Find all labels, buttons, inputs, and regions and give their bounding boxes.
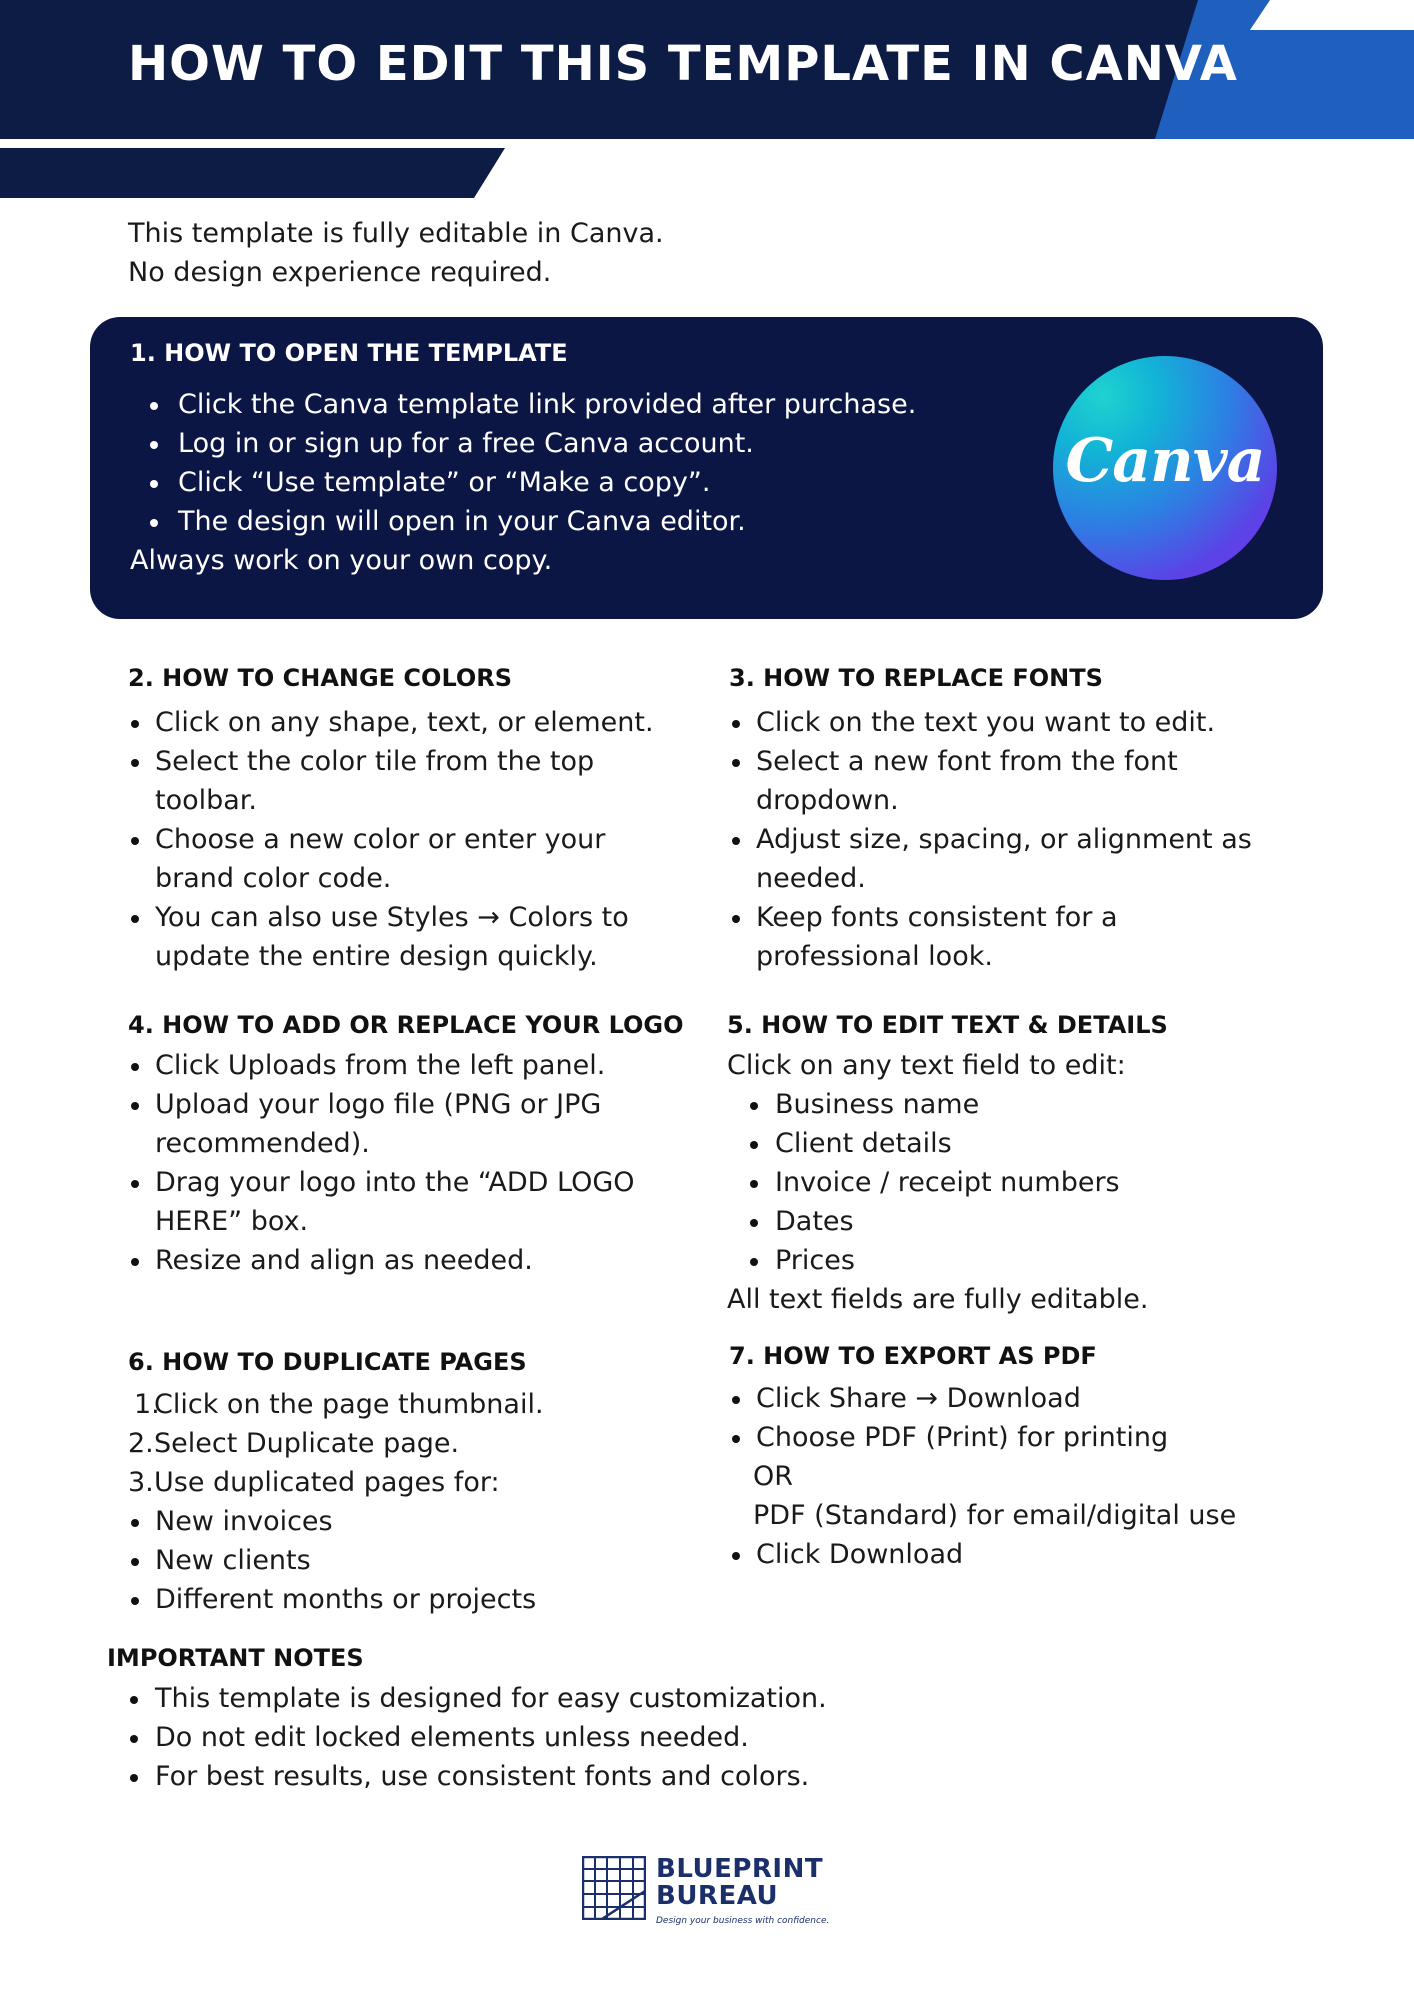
decorative-stripe <box>0 148 505 198</box>
export-standard: PDF (Standard) for email/digital use <box>753 1500 1237 1531</box>
list-item: 3. Use duplicated pages for: <box>128 1467 500 1498</box>
header-bar <box>0 0 1414 139</box>
list-item: New invoices <box>128 1502 544 1541</box>
section-title-fonts: 3. HOW TO REPLACE FONTS <box>729 664 1103 692</box>
duplicate-steps <box>128 1385 544 1502</box>
list-item: Choose a new color or enter your brand color code. <box>128 820 654 898</box>
section-edit-text <box>727 1008 1168 1319</box>
logo-list <box>128 1046 684 1280</box>
brand-logo <box>580 1856 840 1936</box>
list-item: Dates <box>727 1202 1168 1241</box>
blueprint-grid-icon <box>582 1856 646 1920</box>
duplicate-uses-list <box>128 1502 544 1619</box>
list-item: This template is designed for easy customization. <box>107 1679 827 1718</box>
section-title-colors: 2. HOW TO CHANGE COLORS <box>128 664 513 692</box>
list-item: 1. Click on the page thumbnail. <box>134 1389 544 1420</box>
list-item: Click on any shape, text, or element. <box>128 703 654 742</box>
section-duplicate-pages <box>128 1345 544 1619</box>
canva-logo <box>1053 356 1277 580</box>
list-item: The design will open in your Canva editor. <box>130 502 916 541</box>
notes-list <box>107 1679 827 1796</box>
list-item: Invoice / receipt numbers <box>727 1163 1168 1202</box>
list-item: Different months or projects <box>128 1580 544 1619</box>
list-item: Click Share → Download <box>729 1379 1236 1418</box>
export-or: OR <box>753 1461 794 1492</box>
intro-text <box>128 214 664 292</box>
list-item: Client details <box>727 1124 1168 1163</box>
brand-name: BLUEPRINT BUREAU <box>656 1854 824 1911</box>
brand-tagline: Design your business with confidence. <box>656 1916 830 1926</box>
page-title: HOW TO EDIT THIS TEMPLATE IN CANVA <box>128 36 1238 92</box>
open-template-panel <box>90 317 1323 619</box>
list-item: You can also use Styles → Colors to update the entire design quickly. <box>128 898 654 976</box>
list-item: Business name <box>727 1085 1168 1124</box>
section-add-logo <box>128 1008 684 1280</box>
list-item: Log in or sign up for a free Canva account. <box>130 424 916 463</box>
list-item: Do not edit locked elements unless needed. <box>107 1718 827 1757</box>
list-item: Click Uploads from the left panel. <box>128 1046 684 1085</box>
section-title-logo: 4. HOW TO ADD OR REPLACE YOUR LOGO <box>128 1011 684 1039</box>
list-item: New clients <box>128 1541 544 1580</box>
section-export-pdf <box>729 1339 1236 1574</box>
intro-line: This template is fully editable in Canva. <box>128 218 664 249</box>
section-important-notes <box>107 1641 827 1796</box>
list-item: Click the Canva template link provided after purchase. <box>130 385 916 424</box>
section-title-export: 7. HOW TO EXPORT AS PDF <box>729 1342 1097 1370</box>
export-list-end <box>729 1535 1236 1574</box>
section-change-colors <box>128 661 654 976</box>
list-item: Adjust size, spacing, or alignment as needed. <box>729 820 1252 898</box>
list-item: Upload your logo file (PNG or JPG recommended). <box>128 1085 684 1163</box>
text-lead: Click on any text field to edit: <box>727 1050 1126 1081</box>
list-item: Click on the text you want to edit. <box>729 703 1252 742</box>
fonts-list <box>729 703 1252 976</box>
section-title-duplicate: 6. HOW TO DUPLICATE PAGES <box>128 1348 527 1376</box>
export-list <box>729 1379 1236 1457</box>
section-title-notes: IMPORTANT NOTES <box>107 1644 364 1672</box>
section-title-text: 5. HOW TO EDIT TEXT & DETAILS <box>727 1011 1168 1039</box>
list-item: Drag your logo into the “ADD LOGO HERE” box. <box>128 1163 684 1241</box>
list-item: Prices <box>727 1241 1168 1280</box>
list-item: Select a new font from the font dropdown. <box>729 742 1252 820</box>
open-steps-list <box>130 385 916 541</box>
text-fields-list <box>727 1085 1168 1280</box>
list-item: Click “Use template” or “Make a copy”. <box>130 463 916 502</box>
intro-line: No design experience required. <box>128 257 552 288</box>
list-item: Click Download <box>729 1535 1236 1574</box>
list-item: Select the color tile from the top toolbar. <box>128 742 654 820</box>
list-item: Choose PDF (Print) for printing <box>729 1418 1236 1457</box>
text-note: All text fields are fully editable. <box>727 1284 1149 1315</box>
list-item: 2. Select Duplicate page. <box>128 1428 460 1459</box>
list-item: Keep fonts consistent for a professional look. <box>729 898 1252 976</box>
colors-list <box>128 703 654 976</box>
list-item: For best results, use consistent fonts and colors. <box>107 1757 827 1796</box>
canva-logo-text: Canva <box>1065 426 1265 496</box>
open-note: Always work on your own copy. <box>130 545 553 576</box>
section-replace-fonts <box>729 661 1252 976</box>
list-item: Resize and align as needed. <box>128 1241 684 1280</box>
section-title-open: 1. HOW TO OPEN THE TEMPLATE <box>130 339 568 367</box>
